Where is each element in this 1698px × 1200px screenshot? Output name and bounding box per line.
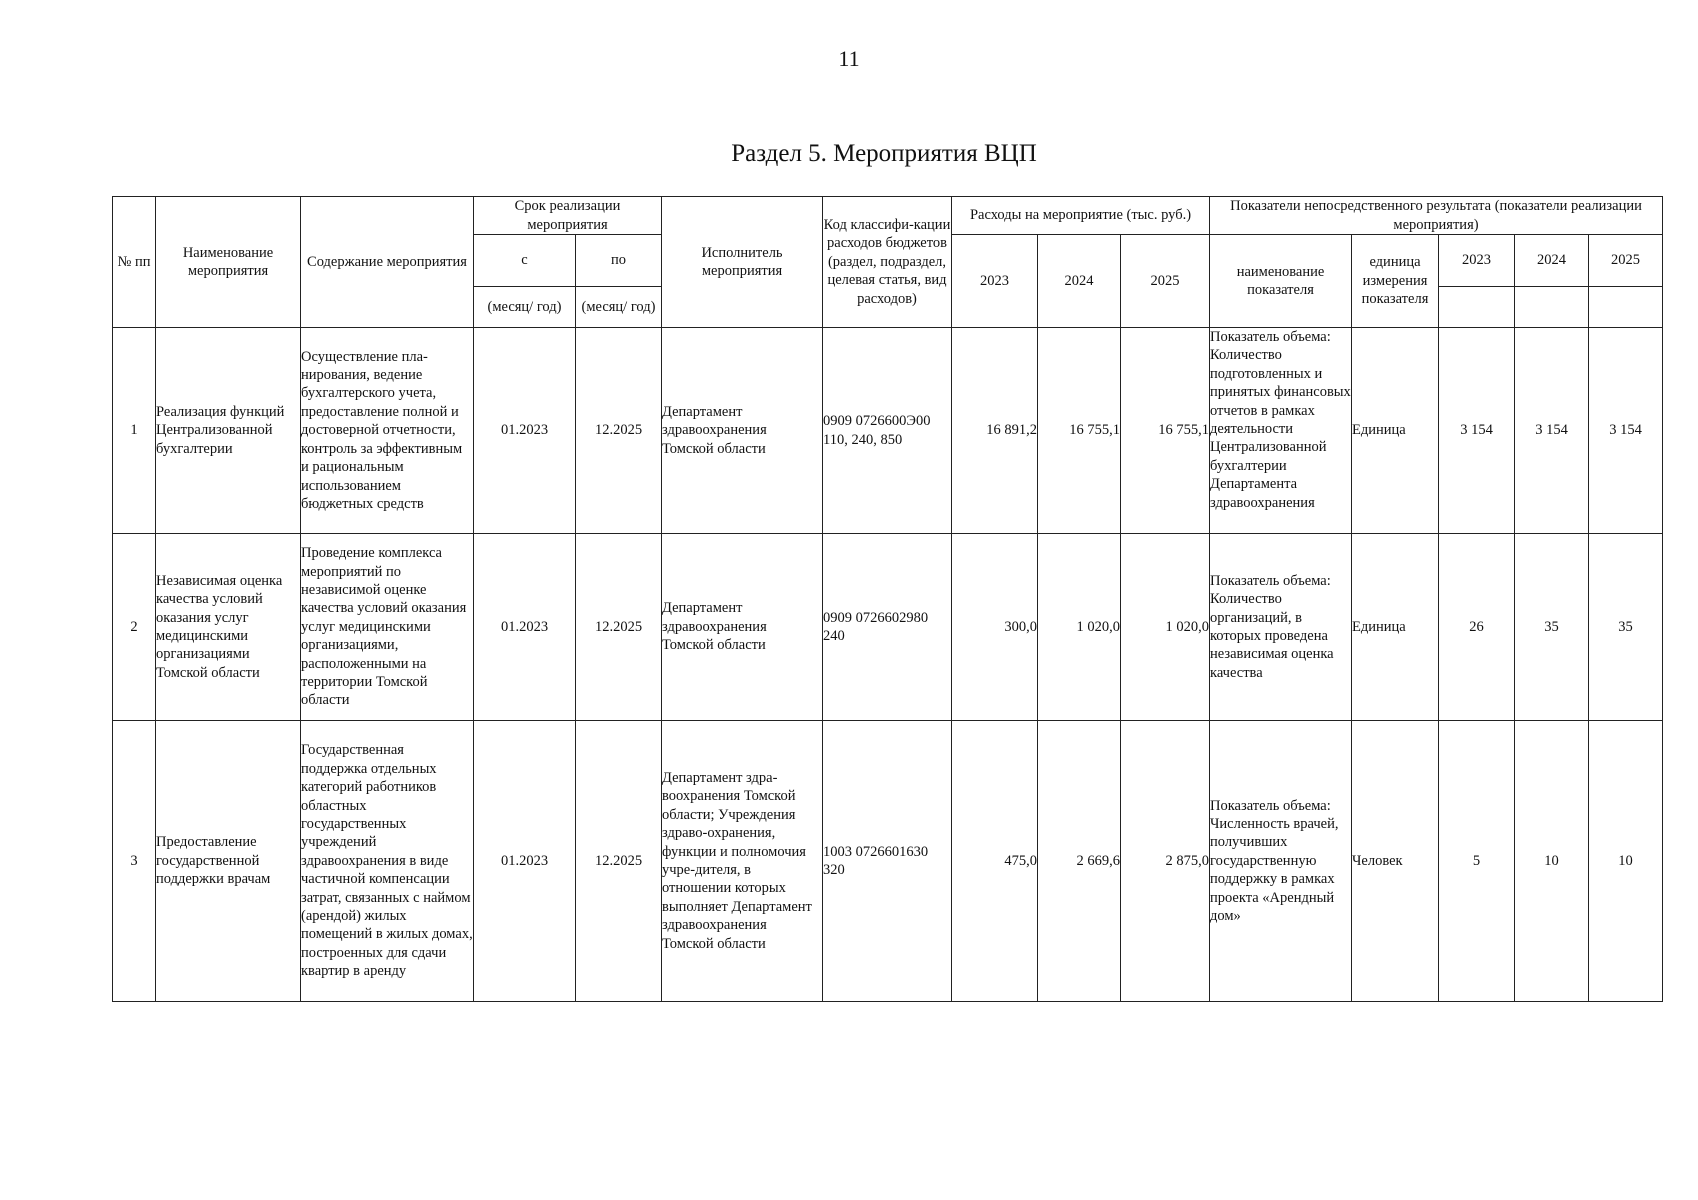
row-unit: Единица bbox=[1352, 328, 1439, 534]
page-number: 11 bbox=[838, 46, 860, 71]
row-period-from: 01.2023 bbox=[474, 534, 576, 721]
header-expenses: Расходы на мероприятие (тыс. руб.) bbox=[952, 197, 1210, 235]
header-period-from: с bbox=[474, 235, 576, 287]
row-executor: Департамент здравоохранения Томской области bbox=[662, 534, 823, 721]
header-name: Наименование мероприятия bbox=[156, 197, 301, 328]
row-name: Реализация функций Централизованной бухгалтерии bbox=[156, 328, 301, 534]
row-expenses-2023: 300,0 bbox=[952, 534, 1038, 721]
row-period-from: 01.2023 bbox=[474, 721, 576, 1002]
header-indicator-blank bbox=[1515, 287, 1589, 328]
row-indicator-2023: 26 bbox=[1439, 534, 1515, 721]
row-expenses-2024: 2 669,6 bbox=[1038, 721, 1121, 1002]
row-period-from: 01.2023 bbox=[474, 328, 576, 534]
header-indicator-name: наименование показателя bbox=[1210, 235, 1352, 328]
header-expenses-2025: 2025 bbox=[1121, 235, 1210, 328]
header-period-to-unit: (месяц/ год) bbox=[576, 287, 662, 328]
row-num: 2 bbox=[113, 534, 156, 721]
row-expenses-2023: 16 891,2 bbox=[952, 328, 1038, 534]
row-indicator-2025: 10 bbox=[1589, 721, 1663, 1002]
row-num: 3 bbox=[113, 721, 156, 1002]
header-indicator-2025: 2025 bbox=[1589, 235, 1663, 287]
row-executor: Департамент здравоохранения Томской области bbox=[662, 328, 823, 534]
header-num: № пп bbox=[113, 197, 156, 328]
row-unit: Единица bbox=[1352, 534, 1439, 721]
row-indicator: Показатель объема: Количество организаций, в которых проведена независимая оценка качества bbox=[1210, 534, 1352, 721]
header-indicator-unit: единица измерения показателя bbox=[1352, 235, 1439, 328]
row-num: 1 bbox=[113, 328, 156, 534]
row-expenses-2024: 16 755,1 bbox=[1038, 328, 1121, 534]
header-content: Содержание мероприятия bbox=[301, 197, 474, 328]
row-expenses-2025: 2 875,0 bbox=[1121, 721, 1210, 1002]
header-period-from-unit: (месяц/ год) bbox=[474, 287, 576, 328]
row-indicator: Показатель объема: Количество подготовленных и принятых финансовых отчетов в рамках деятельности Централизованной бухгалтерии Департамента здравоохранения bbox=[1210, 328, 1352, 534]
row-indicator-2025: 3 154 bbox=[1589, 328, 1663, 534]
row-name: Предоставление государственной поддержки врачам bbox=[156, 721, 301, 1002]
row-name: Независимая оценка качества условий оказания услуг медицинскими организациями Томской области bbox=[156, 534, 301, 721]
header-indicator-blank bbox=[1439, 287, 1515, 328]
row-indicator-2024: 35 bbox=[1515, 534, 1589, 721]
row-indicator: Показатель объема: Численность врачей, получивших государственную поддержку в рамках проекта «Арендный дом» bbox=[1210, 721, 1352, 1002]
row-period-to: 12.2025 bbox=[576, 328, 662, 534]
header-executor: Исполнитель мероприятия bbox=[662, 197, 823, 328]
header-expenses-2024: 2024 bbox=[1038, 235, 1121, 328]
header-indicator-blank bbox=[1589, 287, 1663, 328]
row-unit: Человек bbox=[1352, 721, 1439, 1002]
row-expenses-2025: 16 755,1 bbox=[1121, 328, 1210, 534]
table-row bbox=[113, 534, 1663, 721]
row-indicator-2024: 3 154 bbox=[1515, 328, 1589, 534]
section-title: Раздел 5. Мероприятия ВЦП bbox=[731, 140, 1037, 167]
header-indicator-2024: 2024 bbox=[1515, 235, 1589, 287]
header-expenses-2023: 2023 bbox=[952, 235, 1038, 328]
table-row bbox=[113, 328, 1663, 534]
row-indicator-2023: 5 bbox=[1439, 721, 1515, 1002]
row-executor: Департамент здра-воохранения Томской области; Учреждения здраво-охранения, функции и полномочия учре-дителя, в отношении которых выполняет Департамент здравоохранения Томской области bbox=[662, 721, 823, 1002]
header-indicators: Показатели непосредственного результата (показатели реализации мероприятия) bbox=[1210, 197, 1663, 235]
row-period-to: 12.2025 bbox=[576, 721, 662, 1002]
row-period-to: 12.2025 bbox=[576, 534, 662, 721]
row-content: Государственная поддержка отдельных категорий работников областных государственных учреждений здравоохранения в виде частичной компенсации затрат, связанных с наймом (арендой) жилых помещений в жилых домах, построенных для сдачи квартир в аренду bbox=[301, 721, 474, 1002]
header-indicator-2023: 2023 bbox=[1439, 235, 1515, 287]
row-code: 0909 0726600Э00 110, 240, 850 bbox=[823, 328, 952, 534]
row-indicator-2025: 35 bbox=[1589, 534, 1663, 721]
row-expenses-2023: 475,0 bbox=[952, 721, 1038, 1002]
table-row bbox=[113, 721, 1663, 1002]
header-period-to: по bbox=[576, 235, 662, 287]
row-expenses-2025: 1 020,0 bbox=[1121, 534, 1210, 721]
measures-table bbox=[112, 196, 1663, 1002]
row-code: 1003 0726601630 320 bbox=[823, 721, 952, 1002]
row-expenses-2024: 1 020,0 bbox=[1038, 534, 1121, 721]
row-indicator-2023: 3 154 bbox=[1439, 328, 1515, 534]
row-content: Проведение комплекса мероприятий по независимой оценке качества условий оказания услуг медицинскими организациями, расположенными на территории Томской области bbox=[301, 534, 474, 721]
row-indicator-2024: 10 bbox=[1515, 721, 1589, 1002]
row-content: Осуществление пла-нирования, ведение бухгалтерского учета, предоставление полной и достоверной отчетности, контроль за эффективным и рациональным использованием бюджетных средств bbox=[301, 328, 474, 534]
header-code: Код классифи-кации расходов бюджетов (раздел, подраздел, целевая статья, вид расходов) bbox=[823, 197, 952, 328]
header-period: Срок реализации мероприятия bbox=[474, 197, 662, 235]
row-code: 0909 0726602980 240 bbox=[823, 534, 952, 721]
